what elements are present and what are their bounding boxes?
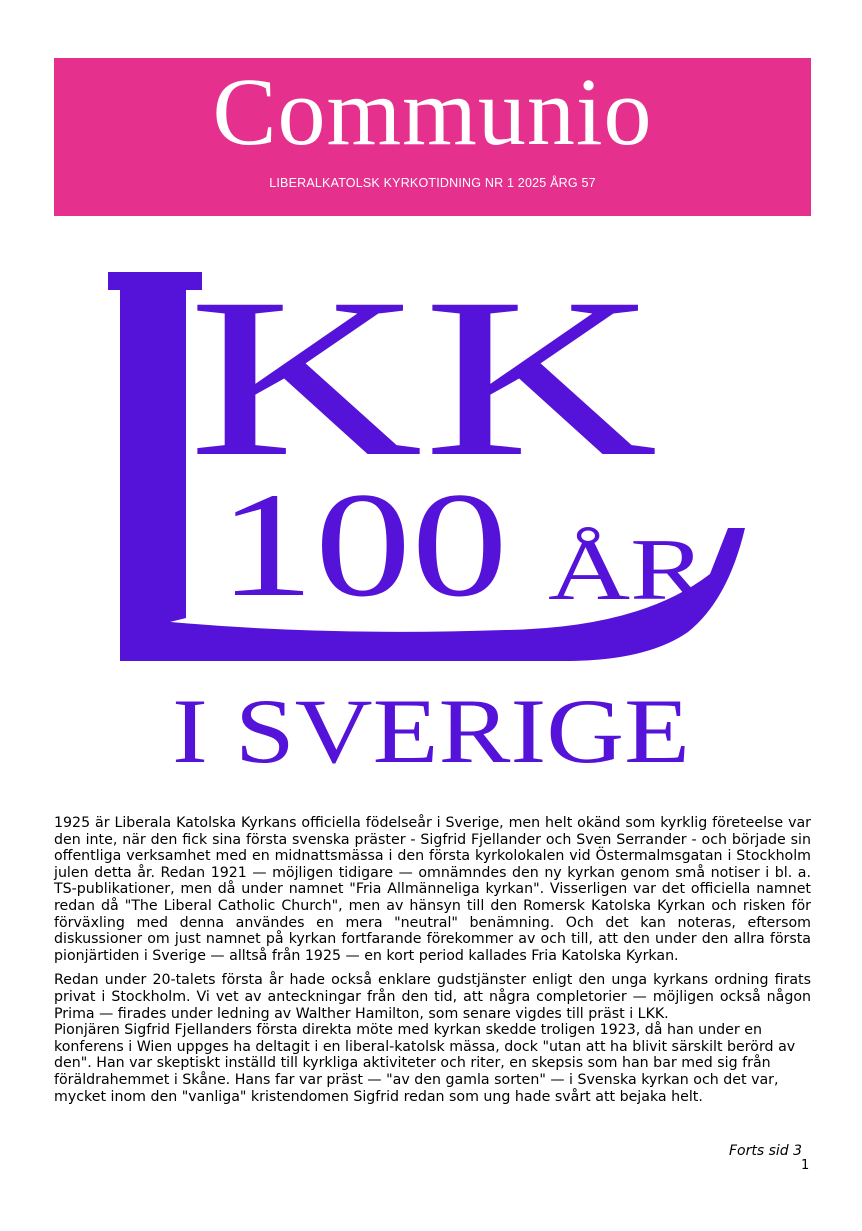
continued-note: Forts sid 3 [729,1143,803,1159]
logo-ar: ÅR [548,522,707,619]
logo-100: 100 [218,462,508,628]
lkk-100-years-logo [100,262,760,782]
article-body [54,815,811,1113]
article-paragraph: Pionjären Sigfrid Fjellanders första direkta möte med kyrkan skedde troligen 1923, då han under en konferens i Wien uppges ha deltagit i en liberal-katolsk mässa, dock "utan att ha blivit särskilt berörd av den". Han var skeptiskt inställd till kyrkliga aktiviteter och riter, en skepsis som han bar med sig från föräldrahemmet i Skåne. Hans far var präst — "av den gamla sorten" — i Svenska kyrkan och det var, mycket inom den "vanliga" kristendomen Sigfrid redan som ung hade svårt att bejaka helt. [54,1022,796,1105]
logo-kk-letters: KK [188,262,658,504]
article-paragraph: Redan under 20-talets första år hade också enklare gudstjänster enligt den unga kyrkans ordning firats privat i Stockholm. Vi vet av anteckningar från den tid, att några completorier — möjligen också någon Prima — firades under ledning av Walther Hamilton, som senare vigdes till präst i LKK. [54,972,811,1022]
article-paragraph: 1925 är Liberala Katolska Kyrkans officiella födelseår i Sverige, men helt okänd som kyrklig företeelse var den inte, när den fick sina första svenska präster - Sigfrid Fjellander och Sven Serrander - och började sin offentliga verksamhet med en midnattsmässa i den första kyrkolokalen vid Östermalmsgatan i Stockholm julen detta år. Redan 1921 — möjligen tidigare — omnämndes den ny kyrkan genom små notiser i bl. a. TS-publikationer, men då under namnet "Fria Allmänneliga kyrkan". Visserligen var det officiella namnet redan då "The Liberal Catholic Church", men av hänsyn till den Romersk Katolska Kyrkan och risken för förväxling med denna användes en mera "neutral" benämning. Och det kan noteras, eftersom diskussioner om just namnet på kyrkan fortfarande förekommer av och till, att den under den allra första pionjärtiden i Sverige — alltså från 1925 — en kort period kallades Fria Katolska Kyrkan. [54,815,811,964]
page-number: 1 [801,1158,810,1173]
newspaper-title: Communio [212,58,653,165]
newspaper-subtitle: LIBERALKATOLSK KYRKOTIDNING NR 1 2025 ÅRG 57 [269,176,596,190]
logo-tagline: I SVERIGE [172,680,690,782]
masthead [54,58,811,216]
